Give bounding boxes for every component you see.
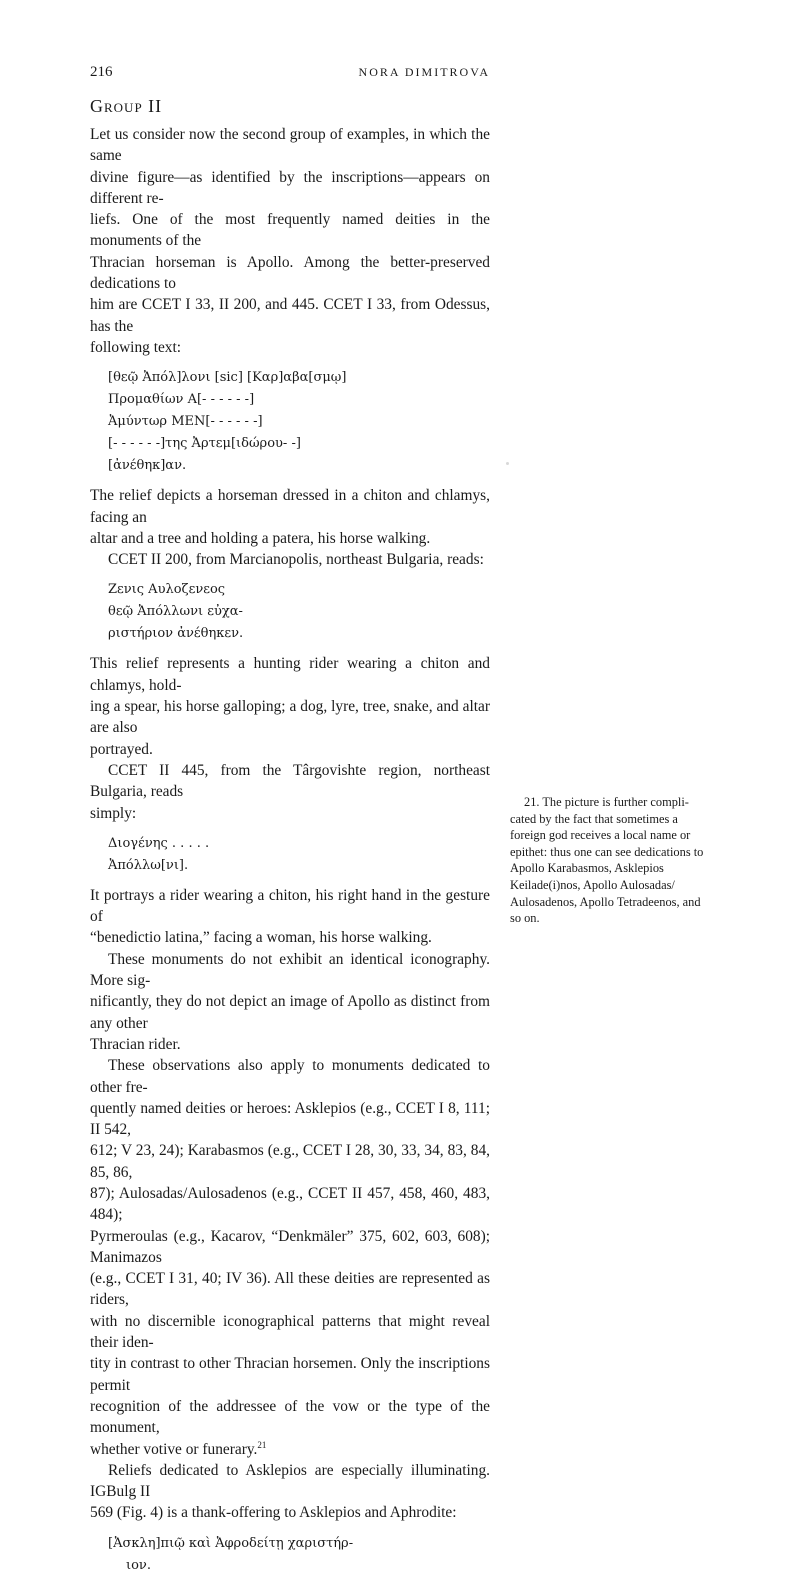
text-line: This relief represents a hunting rider wearing a chiton and chlamys, hold- <box>90 655 490 694</box>
inscription-line: Προμαθίων Α[- - - - - -] <box>108 392 255 408</box>
inscription-ccet-i-33 <box>108 367 490 477</box>
paragraph-7 <box>90 949 490 1055</box>
footnote-reference[interactable]: 21 <box>257 1439 267 1450</box>
text-line: tity in contrast to other Thracian horsemen. Only the inscriptions permit <box>90 1355 490 1394</box>
text-line: nificantly, they do not depict an image of Apollo as distinct from any other <box>90 993 490 1032</box>
text-line: These observations also apply to monuments dedicated to other fre- <box>90 1057 490 1096</box>
inscription-line: Ζενις Αυλοζενεος <box>108 582 226 598</box>
inscription-line: Ἀμύντωρ ΜΕΝ[- - - - - -] <box>108 414 263 430</box>
inscription-line: Ἀπόλλω[νι]. <box>108 857 189 873</box>
text-line: divine figure—as identified by the inscriptions—appears on different re- <box>90 168 490 207</box>
text-line: recognition of the addressee of the vow or the type of the monument, <box>90 1397 490 1437</box>
footnote-line: epithet: thus one can see dedications to <box>510 844 704 859</box>
paragraph-6 <box>90 885 490 949</box>
footnote-line: cated by the fact that sometimes a <box>510 811 678 826</box>
inscription-ccet-ii-200 <box>108 579 490 645</box>
inscription-line: θεῷ Ἀπόλλωνι εὐχα- <box>108 604 243 620</box>
page-number: 216 <box>90 64 113 80</box>
paragraph-4 <box>90 653 490 759</box>
text-line: him are CCET I 33, II 200, and 445. CCET I 33, from Odessus, has the <box>90 296 490 335</box>
inscription-igbulg-ii-569 <box>108 1533 490 1577</box>
main-text-column <box>90 124 490 1585</box>
text-line: altar and a tree and holding a patera, his horse walking. <box>90 529 431 547</box>
text-line: “benedictio latina,” facing a woman, his horse walking. <box>90 929 432 947</box>
text-line: Thracian rider. <box>90 1035 181 1053</box>
footnote-line: foreign god receives a local name or <box>510 828 691 843</box>
text-line: 612; V 23, 24); Karabasmos (e.g., CCET I 28, 30, 33, 34, 83, 84, 85, 86, <box>90 1142 490 1181</box>
text-line: These monuments do not exhibit an identical iconography. More sig- <box>90 950 490 990</box>
inscription-line: ιον. <box>126 1557 151 1573</box>
running-head-author: NORA DIMITROVA <box>358 65 490 79</box>
text-line: simply: <box>90 804 137 822</box>
text-line <box>90 1439 490 1460</box>
paragraph-5 <box>90 760 490 824</box>
text-line: ing a spear, his horse galloping; a dog, lyre, tree, snake, and altar are also <box>90 698 490 737</box>
text-line: The relief depicts a horseman dressed in a chiton and chlamys, facing an <box>90 487 490 526</box>
text-line: liefs. One of the most frequently named deities in the monuments of the <box>90 211 490 250</box>
paragraph-9 <box>90 1460 490 1524</box>
footnote-21 <box>510 794 702 927</box>
inscription-ccet-ii-445 <box>108 833 490 877</box>
text-line: quently named deities or heroes: Asklepios (e.g., CCET I 8, 111; II 542, <box>90 1099 490 1139</box>
inscription-line: ριστήριον ἀνέθηκεν. <box>108 626 244 642</box>
text-line: It portrays a rider wearing a chiton, his right hand in the gesture of <box>90 886 490 926</box>
paragraph-8 <box>90 1055 490 1460</box>
running-header <box>90 64 490 84</box>
footnote-line: so on. <box>510 911 540 926</box>
inscription-line: [Ἀσκλη]πιῷ καὶ Ἀφροδείτῃ χαριστήρ- <box>108 1535 354 1551</box>
text-line: Thracian horseman is Apollo. Among the better-preserved dedications to <box>90 253 490 293</box>
text-line-content: whether votive or funerary. <box>90 1440 258 1458</box>
text-line: (e.g., CCET I 31, 40; IV 36). All these deities are represented as riders, <box>90 1270 490 1309</box>
paragraph-2 <box>90 485 490 549</box>
margin-speck <box>506 462 509 465</box>
paragraph-3: CCET II 200, from Marcianopolis, northeast Bulgaria, reads: <box>108 551 484 569</box>
text-line: 569 (Fig. 4) is a thank-offering to Asklepios and Aphrodite: <box>90 1504 457 1522</box>
footnote-line: Keilade(i)nos, Apollo Aulosadas/ <box>510 877 675 892</box>
text-line: Pyrmeroulas (e.g., Kacarov, “Denkmäler” 375, 602, 603, 608); Manimazos <box>90 1227 490 1266</box>
inscription-line: [ἀνέθηκ]αν. <box>108 458 187 474</box>
text-line: CCET II 445, from the Târgovishte region, northeast Bulgaria, reads <box>90 761 490 801</box>
text-line: with no discernible iconographical patterns that might reveal their iden- <box>90 1312 490 1352</box>
paragraph-1 <box>90 124 490 358</box>
text-line: following text: <box>90 338 182 356</box>
text-line: portrayed. <box>90 740 153 758</box>
footnote-line: Aulosadenos, Apollo Tetradeenos, and <box>510 894 701 909</box>
inscription-line: [- - - - - -]της Ἀρτεμ[ιδώρου- -] <box>108 436 301 452</box>
text-line: Let us consider now the second group of examples, in which the same <box>90 126 490 165</box>
text-line: 87); Aulosadas/Aulosadenos (e.g., CCET II 457, 458, 460, 483, 484); <box>90 1184 490 1224</box>
section-heading: Group II <box>90 96 163 116</box>
footnote-line: 21. The picture is further compli- <box>524 795 689 809</box>
inscription-line: [θεῷ Ἀπόλ]λονι [sic] [Καρ]αβα[σμῳ] <box>108 370 347 386</box>
text-line: Reliefs dedicated to Asklepios are especially illuminating. IGBulg II <box>90 1461 490 1501</box>
inscription-line: Διογένης . . . . . <box>108 835 210 851</box>
footnote-line: Apollo Karabasmos, Asklepios <box>510 861 664 876</box>
